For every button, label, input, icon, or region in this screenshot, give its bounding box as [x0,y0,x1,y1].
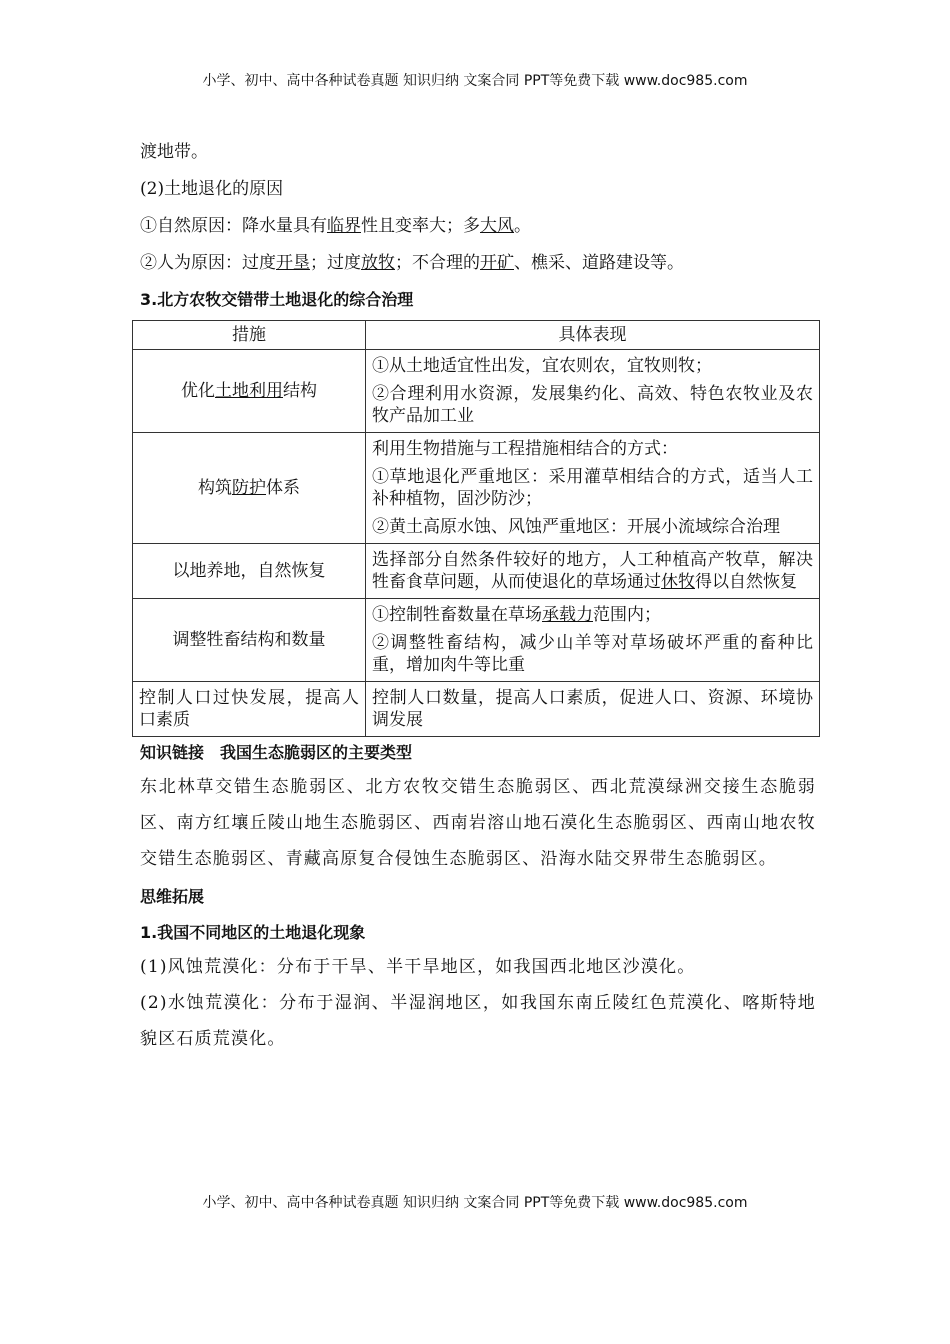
natural-causes: ①自然原因：降水量具有临界性且变率大；多大风。 [140,216,531,236]
detail-cell: 选择部分自然条件较好的地方，人工种植高产牧草，解决牲畜食草问题，从而使退化的草场通过休牧得以自然恢复 [366,544,820,599]
detail-cell: ①从土地适宜性出发，宜农则农，宜牧则牧； ②合理利用水资源，发展集约化、高效、特色农牧业及农牧产品加工业 [366,350,820,433]
thinking-title: 思维拓展 [140,887,205,906]
measure-cell: 控制人口过快发展，提高人口素质 [133,682,366,737]
table-row [133,433,820,544]
blank-answer: 开垦 [276,253,310,273]
knowledge-link-text: 东北林草交错生态脆弱区、北方农牧交错生态脆弱区、西北荒漠绿洲交接生态脆弱区、南方红壤丘陵山地生态脆弱区、西南岩溶山地石漠化生态脆弱区、西南山地农牧交错生态脆弱区、青藏高原复合侵蚀生态脆弱区、沿海水陆交界带生态脆弱区。 [140,777,816,869]
knowledge-link-title: 知识链接 我国生态脆弱区的主要类型 [140,743,413,762]
blank-answer: 开矿 [480,253,514,273]
thinking-point-1: (1)风蚀荒漠化：分布于干旱、半干旱地区，如我国西北地区沙漠化。 [140,957,696,977]
table-row [133,682,820,737]
measure-cell: 优化土地利用结构 [133,350,366,433]
table-row [133,350,820,433]
measure-cell: 以地养地，自然恢复 [133,544,366,599]
blank-answer: 放牧 [361,253,395,273]
page-footer: 小学、初中、高中各种试卷真题 知识归纳 文案合同 PPT等免费下载 www.doc985.com [202,1195,748,1211]
measure-cell: 调整牲畜结构和数量 [133,599,366,682]
blank-answer: 大风 [480,216,514,236]
thinking-subtitle: 1.我国不同地区的土地退化现象 [140,923,366,942]
measures-table [132,320,820,737]
intro-continuation: 渡地带。 [140,142,208,162]
blank-answer: 临界 [327,216,361,236]
table-row [133,544,820,599]
subheading-causes: (2)土地退化的原因 [140,179,284,199]
table-header-cell: 措施 [133,321,366,350]
detail-cell: 利用生物措施与工程措施相结合的方式： ①草地退化严重地区：采用灌草相结合的方式，适当人工补种植物，固沙防沙； ②黄土高原水蚀、风蚀严重地区：开展小流域综合治理 [366,433,820,544]
human-causes: ②人为原因：过度开垦；过度放牧；不合理的开矿、樵采、道路建设等。 [140,253,684,273]
document-body [140,140,816,1057]
detail-cell: 控制人口数量，提高人口素质，促进人口、资源、环境协调发展 [366,682,820,737]
table-header-cell: 具体表现 [366,321,820,350]
thinking-point-2: (2)水蚀荒漠化：分布于湿润、半湿润地区，如我国东南丘陵红色荒漠化、喀斯特地貌区石质荒漠化。 [140,993,816,1049]
measure-cell: 构筑防护体系 [133,433,366,544]
table-row [133,599,820,682]
detail-cell: ①控制牲畜数量在草场承载力范围内； ②调整牲畜结构，减少山羊等对草场破坏严重的畜种比重，增加肉牛等比重 [366,599,820,682]
section-3-title: 3.北方农牧交错带土地退化的综合治理 [140,290,414,309]
page-header: 小学、初中、高中各种试卷真题 知识归纳 文案合同 PPT等免费下载 www.doc985.com [202,73,748,89]
table-header-row [133,321,820,350]
